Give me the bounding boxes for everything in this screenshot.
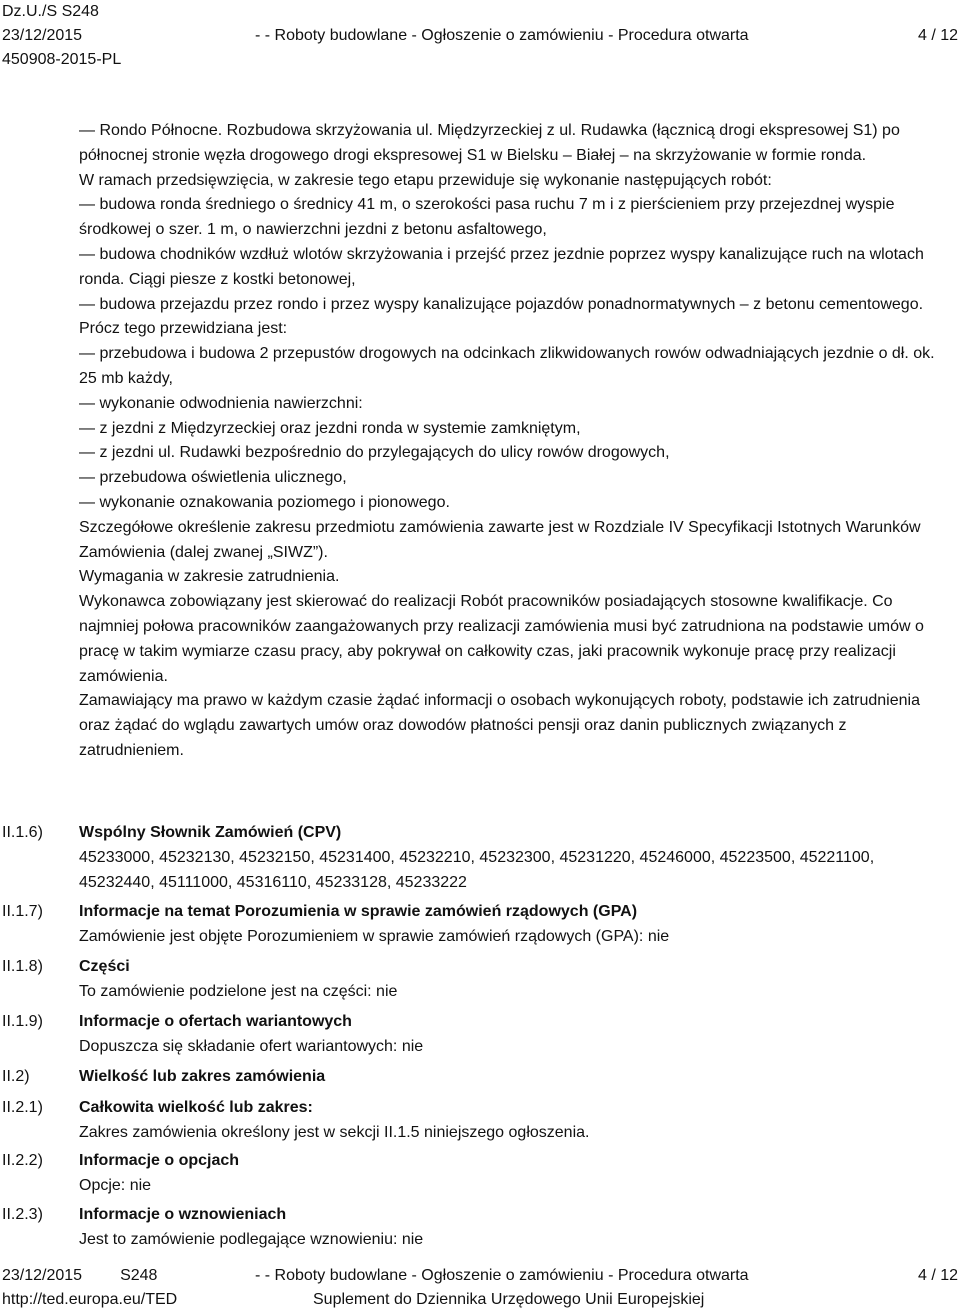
section-number: II.2.3) xyxy=(2,1206,43,1223)
body-line: Zamawiający ma prawo w każdym czasie żądać informacji o osobach wykonujących roboty, podstawie ich zatrudnienia oraz żądać do wglądu zawartych umów oraz dowodów płatności pensji oraz danin publicznych związanych z zatrudnieniem. xyxy=(79,692,920,759)
section-text: Dopuszcza się składanie ofert wariantowych: nie xyxy=(79,1037,424,1055)
section-number: II.2) xyxy=(2,1068,30,1085)
body-line: — budowa chodników wzdłuż wlotów skrzyżowania i przejść przez jezdnie poprzez wyspy kanalizujące ruch na wlotach ronda. Ciągi piesze z kostki betonowej, xyxy=(79,243,954,293)
body-line: — budowa ronda średniego o średnicy 41 m, o szerokości pasa ruchu 7 m i z pierścieniem przy przejezdnej wyspie środkowej o szer. 1 m, o nawierzchni jezdni z betonu asfaltowego, xyxy=(79,193,954,243)
footer-url[interactable]: http://ted.europa.eu/TED xyxy=(2,1291,178,1308)
section-text: 45233000, 45232130, 45232150, 45231400, 45232210, 45232300, 45231220, 45246000, 45223500, 45221100, 45232440, 45111000, 45316110, 45233128, 45233222 xyxy=(79,848,875,891)
body-line: — Rondo Północne. Rozbudowa skrzyżowania ul. Międzyrzeckiej z ul. Rudawka (łącznicą drogi ekspresowej S1) po północnej stronie węzła drogowego drogi ekspresowej S1 w Bielsku – Białej – na skrzyżowanie w formie ronda. xyxy=(79,119,954,169)
footer-date-series xyxy=(2,1264,157,1288)
body-line: W ramach przedsięwzięcia, w zakresie tego etapu przewiduje się wykonanie następujących robót: xyxy=(79,171,772,189)
section-title: Wielkość lub zakres zamówienia xyxy=(79,1068,326,1085)
section-title: Informacje o ofertach wariantowych xyxy=(79,1013,352,1030)
section-text: Zakres zamówienia określony jest w sekcji II.1.5 niniejszego ogłoszenia. xyxy=(79,1123,590,1141)
body-line: Prócz tego przewidziana jest: xyxy=(79,320,288,338)
section-title: Części xyxy=(79,958,130,975)
body-line: Szczegółowe określenie zakresu przedmiotu zamówienia zawarte jest w Rozdziale IV Specyfikacji Istotnych Warunków Zamówienia (dalej zwanej „SIWZ”). xyxy=(79,518,921,561)
footer-page: 4 / 12 xyxy=(917,1267,958,1284)
body-line: Wykonawca zobowiązany jest skierować do realizacji Robót pracowników posiadających stosowne kwalifikacje. Co najmniej połowa pracowników zaangażowanych przy realizacji zamówienia musi być zatrudniona na podstawie umów o pracę w takim wymiarze czasu pracy, aby pokrywał on całkowity czas, jaki pracownik wykonuje pracę przy realizacji zamówienia. xyxy=(79,593,924,685)
section-title: Informacje o wznowieniach xyxy=(79,1206,287,1223)
description-body xyxy=(79,119,954,764)
footer-date: 23/12/2015 xyxy=(2,1267,83,1284)
section-title: Informacje na temat Porozumienia w sprawie zamówień rządowych (GPA) xyxy=(79,903,638,920)
header-title: - - Roboty budowlane - Ogłoszenie o zamówieniu - Procedura otwarta xyxy=(255,27,749,44)
section-text: Opcje: nie xyxy=(79,1176,152,1194)
header-date: 23/12/2015 xyxy=(2,27,83,44)
section-number: II.2.1) xyxy=(2,1099,43,1116)
header-page: 4 / 12 xyxy=(917,27,958,44)
section-number: II.1.9) xyxy=(2,1013,43,1030)
body-line: — budowa przejazdu przez rondo i przez wyspy kanalizujące pojazdów ponadnormatywnych – z betonu cementowego. xyxy=(79,293,954,318)
notice-id: 450908-2015-PL xyxy=(2,51,122,68)
body-line: — z jezdni z Międzyrzeckiej oraz jezdni ronda w systemie zamkniętym, xyxy=(79,417,954,442)
body-line: — wykonanie odwodnienia nawierzchni: xyxy=(79,392,954,417)
body-line: — przebudowa oświetlenia ulicznego, xyxy=(79,466,954,491)
body-line: Wymagania w zakresie zatrudnienia. xyxy=(79,568,340,586)
section-number: II.1.6) xyxy=(2,824,43,841)
body-line: — wykonanie oznakowania poziomego i pionowego. xyxy=(79,491,954,516)
section-text: Zamówienie jest objęte Porozumieniem w sprawie zamówień rządowych (GPA): nie xyxy=(79,927,670,945)
section-text: To zamówienie podzielone jest na części: nie xyxy=(79,982,398,1000)
section-title: Informacje o opcjach xyxy=(79,1152,240,1169)
section-text: Jest to zamówienie podlegające wznowieniu: nie xyxy=(79,1230,424,1248)
section-title: Wspólny Słownik Zamówień (CPV) xyxy=(79,824,342,841)
section-number: II.1.8) xyxy=(2,958,43,975)
body-line: — przebudowa i budowa 2 przepustów drogowych na odcinkach zlikwidowanych rowów odwadniających jezdnie o dł. ok. 25 mb każdy, xyxy=(79,342,954,392)
body-line: — z jezdni ul. Rudawki bezpośrednio do przylegających do ulicy rowów drogowych, xyxy=(79,441,954,466)
footer-title: - - Roboty budowlane - Ogłoszenie o zamówieniu - Procedura otwarta xyxy=(255,1267,749,1284)
doc-ref: Dz.U./S S248 xyxy=(2,3,99,20)
footer-series: S248 xyxy=(120,1267,158,1284)
section-number: II.1.7) xyxy=(2,903,43,920)
footer-supplement: Suplement do Dziennika Urzędowego Unii Europejskiej xyxy=(313,1291,705,1308)
header-left xyxy=(2,0,121,72)
section-number: II.2.2) xyxy=(2,1152,43,1169)
section-title: Całkowita wielkość lub zakres: xyxy=(79,1099,313,1116)
